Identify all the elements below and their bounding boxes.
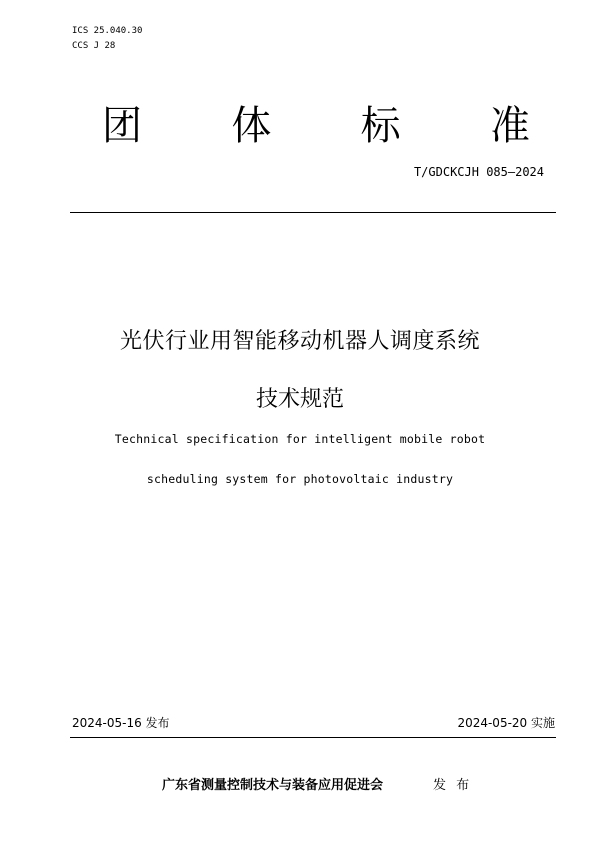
publisher-name: 广东省测量控制技术与装备应用促进会 bbox=[162, 778, 384, 793]
bottom-divider bbox=[70, 737, 556, 738]
title-char-4: 准 bbox=[489, 103, 530, 149]
ics-code: ICS 25.040.30 bbox=[72, 26, 143, 36]
document-type-title bbox=[102, 102, 530, 150]
english-title-line-2: scheduling system for photovoltaic industry bbox=[146, 472, 454, 486]
publish-label: 发 布 bbox=[433, 778, 470, 793]
chinese-title-line-2: 技术规范 bbox=[255, 387, 344, 412]
title-char-1: 团 bbox=[102, 103, 142, 149]
chinese-title-line-1: 光伏行业用智能移动机器人调度系统 bbox=[119, 329, 480, 354]
title-char-3: 标 bbox=[360, 103, 401, 149]
english-title-line-1: Technical specification for intelligent mobile robot bbox=[114, 432, 486, 446]
title-char-2: 体 bbox=[231, 103, 272, 149]
implementation-date: 2024-05-20 实施 bbox=[457, 716, 555, 730]
top-divider bbox=[70, 212, 556, 213]
standard-number: T/GDCKCJH 085—2024 bbox=[413, 165, 544, 179]
classification-block bbox=[72, 24, 142, 54]
ccs-code: CCS J 28 bbox=[72, 41, 116, 51]
issue-date: 2024-05-16 发布 bbox=[72, 716, 170, 730]
